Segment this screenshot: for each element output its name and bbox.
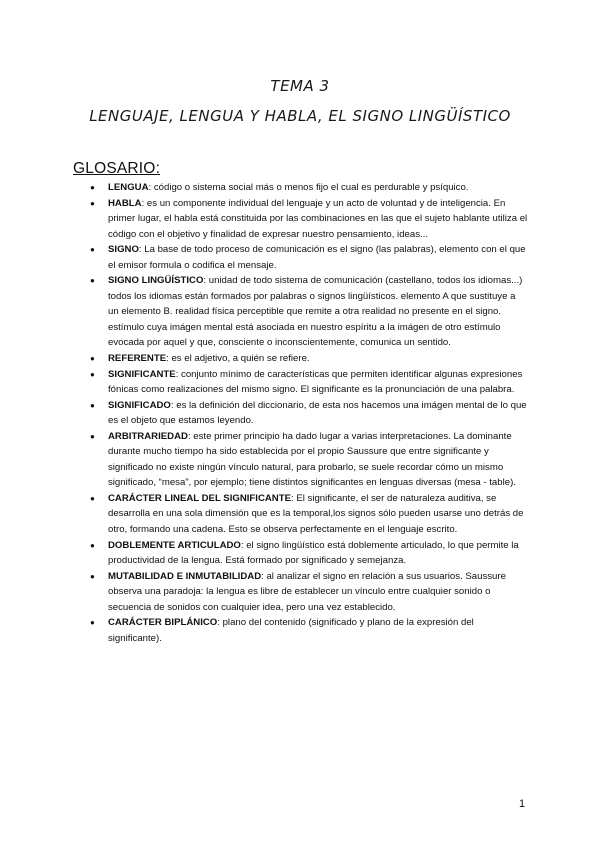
glossary-term: CARÁCTER BIPLÁNICO <box>108 617 218 629</box>
glossary-term: SIGNIFICADO <box>108 399 171 411</box>
glossary-term: DOBLEMENTE ARTICULADO <box>108 539 241 551</box>
glossary-term: MUTABILIDAD E INMUTABILIDAD <box>108 570 262 582</box>
glossary-item-signo <box>88 242 528 273</box>
glossary-definition: : plano del contenido (significado y plano de la expresión del significante). <box>108 617 474 644</box>
glossary-definition: : unidad de todo sistema de comunicación (castellano, todos los idiomas...) todos los idiomas están formados por palabras o signos lingüísticos. elemento A que sustituye a un elemento B. realidad física perceptible que remite a otra realidad no presente en el signo. estímulo cuya imágen mental está asociada en nuestro espíritu a la imágen de otro estímulo evocada por aquel y que, consciente o inconscientemente, comunica un sentido. <box>108 275 523 349</box>
glossary-item-habla <box>88 196 528 243</box>
glossary-term: SIGNO LINGÜÍSTICO <box>108 275 204 287</box>
glossary-term: SIGNO <box>108 244 139 256</box>
glossary-item-referente <box>88 351 528 367</box>
glossary-definition: : es la definición del diccionario, de esta nos hacemos una imágen mental de lo que es el objeto que estamos leyendo. <box>108 399 527 427</box>
glossary-term: HABLA <box>108 197 142 209</box>
bullet-icon: ● <box>90 354 95 364</box>
glossary-term: REFERENTE <box>108 353 167 365</box>
glossary-term: CARÁCTER LINEAL DEL SIGNIFICANTE <box>108 492 291 504</box>
glossary-definition: : conjunto mínimo de características que permiten identificar algunas expresiones fónicas como realizaciones del mismo signo. El significante es la pronunciación de una palabra. <box>108 368 523 396</box>
glossary-item-lengua <box>88 180 528 196</box>
document-title-number: TEMA 3 <box>270 77 330 95</box>
glossary-item-doblemente-articulado <box>88 538 528 569</box>
bullet-icon: ● <box>90 245 95 255</box>
glossary-definition: : es un componente individual del lenguaje y un acto de voluntad y de inteligencia. En primer lugar, el habla está constituida por las combinaciones en las que el sujeto hablante utiliza el código con el objetivo y finalidad de expresar nuestro pensamiento, ideas... <box>108 197 528 240</box>
glossary-definition: : El significante, el ser de naturaleza auditiva, se desarrolla en una sola dimensión que es la temporal,los signos sólo pueden usarse uno detrás de otro, formando una cadena. Esto se observa perfectamente en el lenguaje escrito. <box>108 492 524 536</box>
glossary-term: LENGUA <box>108 182 149 193</box>
glossary-term: SIGNIFICANTE <box>108 368 176 380</box>
glossary-item-significado <box>88 398 528 429</box>
page-number: 1 <box>519 798 526 810</box>
bullet-icon: ● <box>90 571 95 581</box>
bullet-icon: ● <box>90 400 95 410</box>
bullet-icon: ● <box>90 369 95 379</box>
glossary-item-mutabilidad <box>88 569 528 616</box>
bullet-icon: ● <box>90 493 95 503</box>
title-block <box>0 76 600 126</box>
glossary-item-caracter-biplanico <box>88 615 528 646</box>
document-title: LENGUAJE, LENGUA Y HABLA, EL SIGNO LINGÜÍSTICO <box>89 107 511 125</box>
bullet-icon: ● <box>90 198 95 208</box>
bullet-icon: ● <box>90 540 95 550</box>
glossary-item-caracter-lineal <box>88 491 528 538</box>
glossary-definition: : es el adjetivo, a quién se refiere. <box>166 353 310 365</box>
glossary-definition: : La base de todo proceso de comunicación es el signo (las palabras), elemento con el que el emisor formula o codifica el mensaje. <box>108 244 526 271</box>
glossary-definition: : este primer principio ha dado lugar a varias interpretaciones. La dominante durante mucho tiempo ha sido establecida por el propio Saussure que entre significante y significado no existe ningún vínculo natural, para probarlo, se suele recordar cómo un mismo significado, “mesa”, por ejemplo; tiene distintos significantes en lenguas diversas (mesa - table). <box>108 430 516 489</box>
glossary-heading: GLOSARIO: <box>73 160 161 177</box>
glossary-definition: : código o sistema social más o menos fijo el cual es perdurable y psíquico. <box>148 182 469 193</box>
glossary-item-arbitrariedad <box>88 429 528 491</box>
bullet-icon: ● <box>90 618 95 628</box>
bullet-icon: ● <box>90 276 95 286</box>
glossary-item-signo-linguistico <box>88 273 528 351</box>
bullet-icon: ● <box>90 431 95 441</box>
glossary-definition: : el signo lingüístico está doblemente articulado, lo que permite la productividad de la lengua. Está formado por significado y semejanza. <box>108 539 519 567</box>
glossary-term: ARBITRARIEDAD <box>108 430 188 442</box>
glossary-item-significante <box>88 367 528 398</box>
glossary-list <box>88 180 528 646</box>
glossary-definition: : al analizar el signo en relación a sus usuarios. Saussure observa una paradoja: la lengua es libre de establecer un vínculo entre cualquier sonido o secuencia de sonidos con cualquier idea, pero una vez establecido. <box>108 570 506 613</box>
bullet-icon: ● <box>90 183 95 192</box>
